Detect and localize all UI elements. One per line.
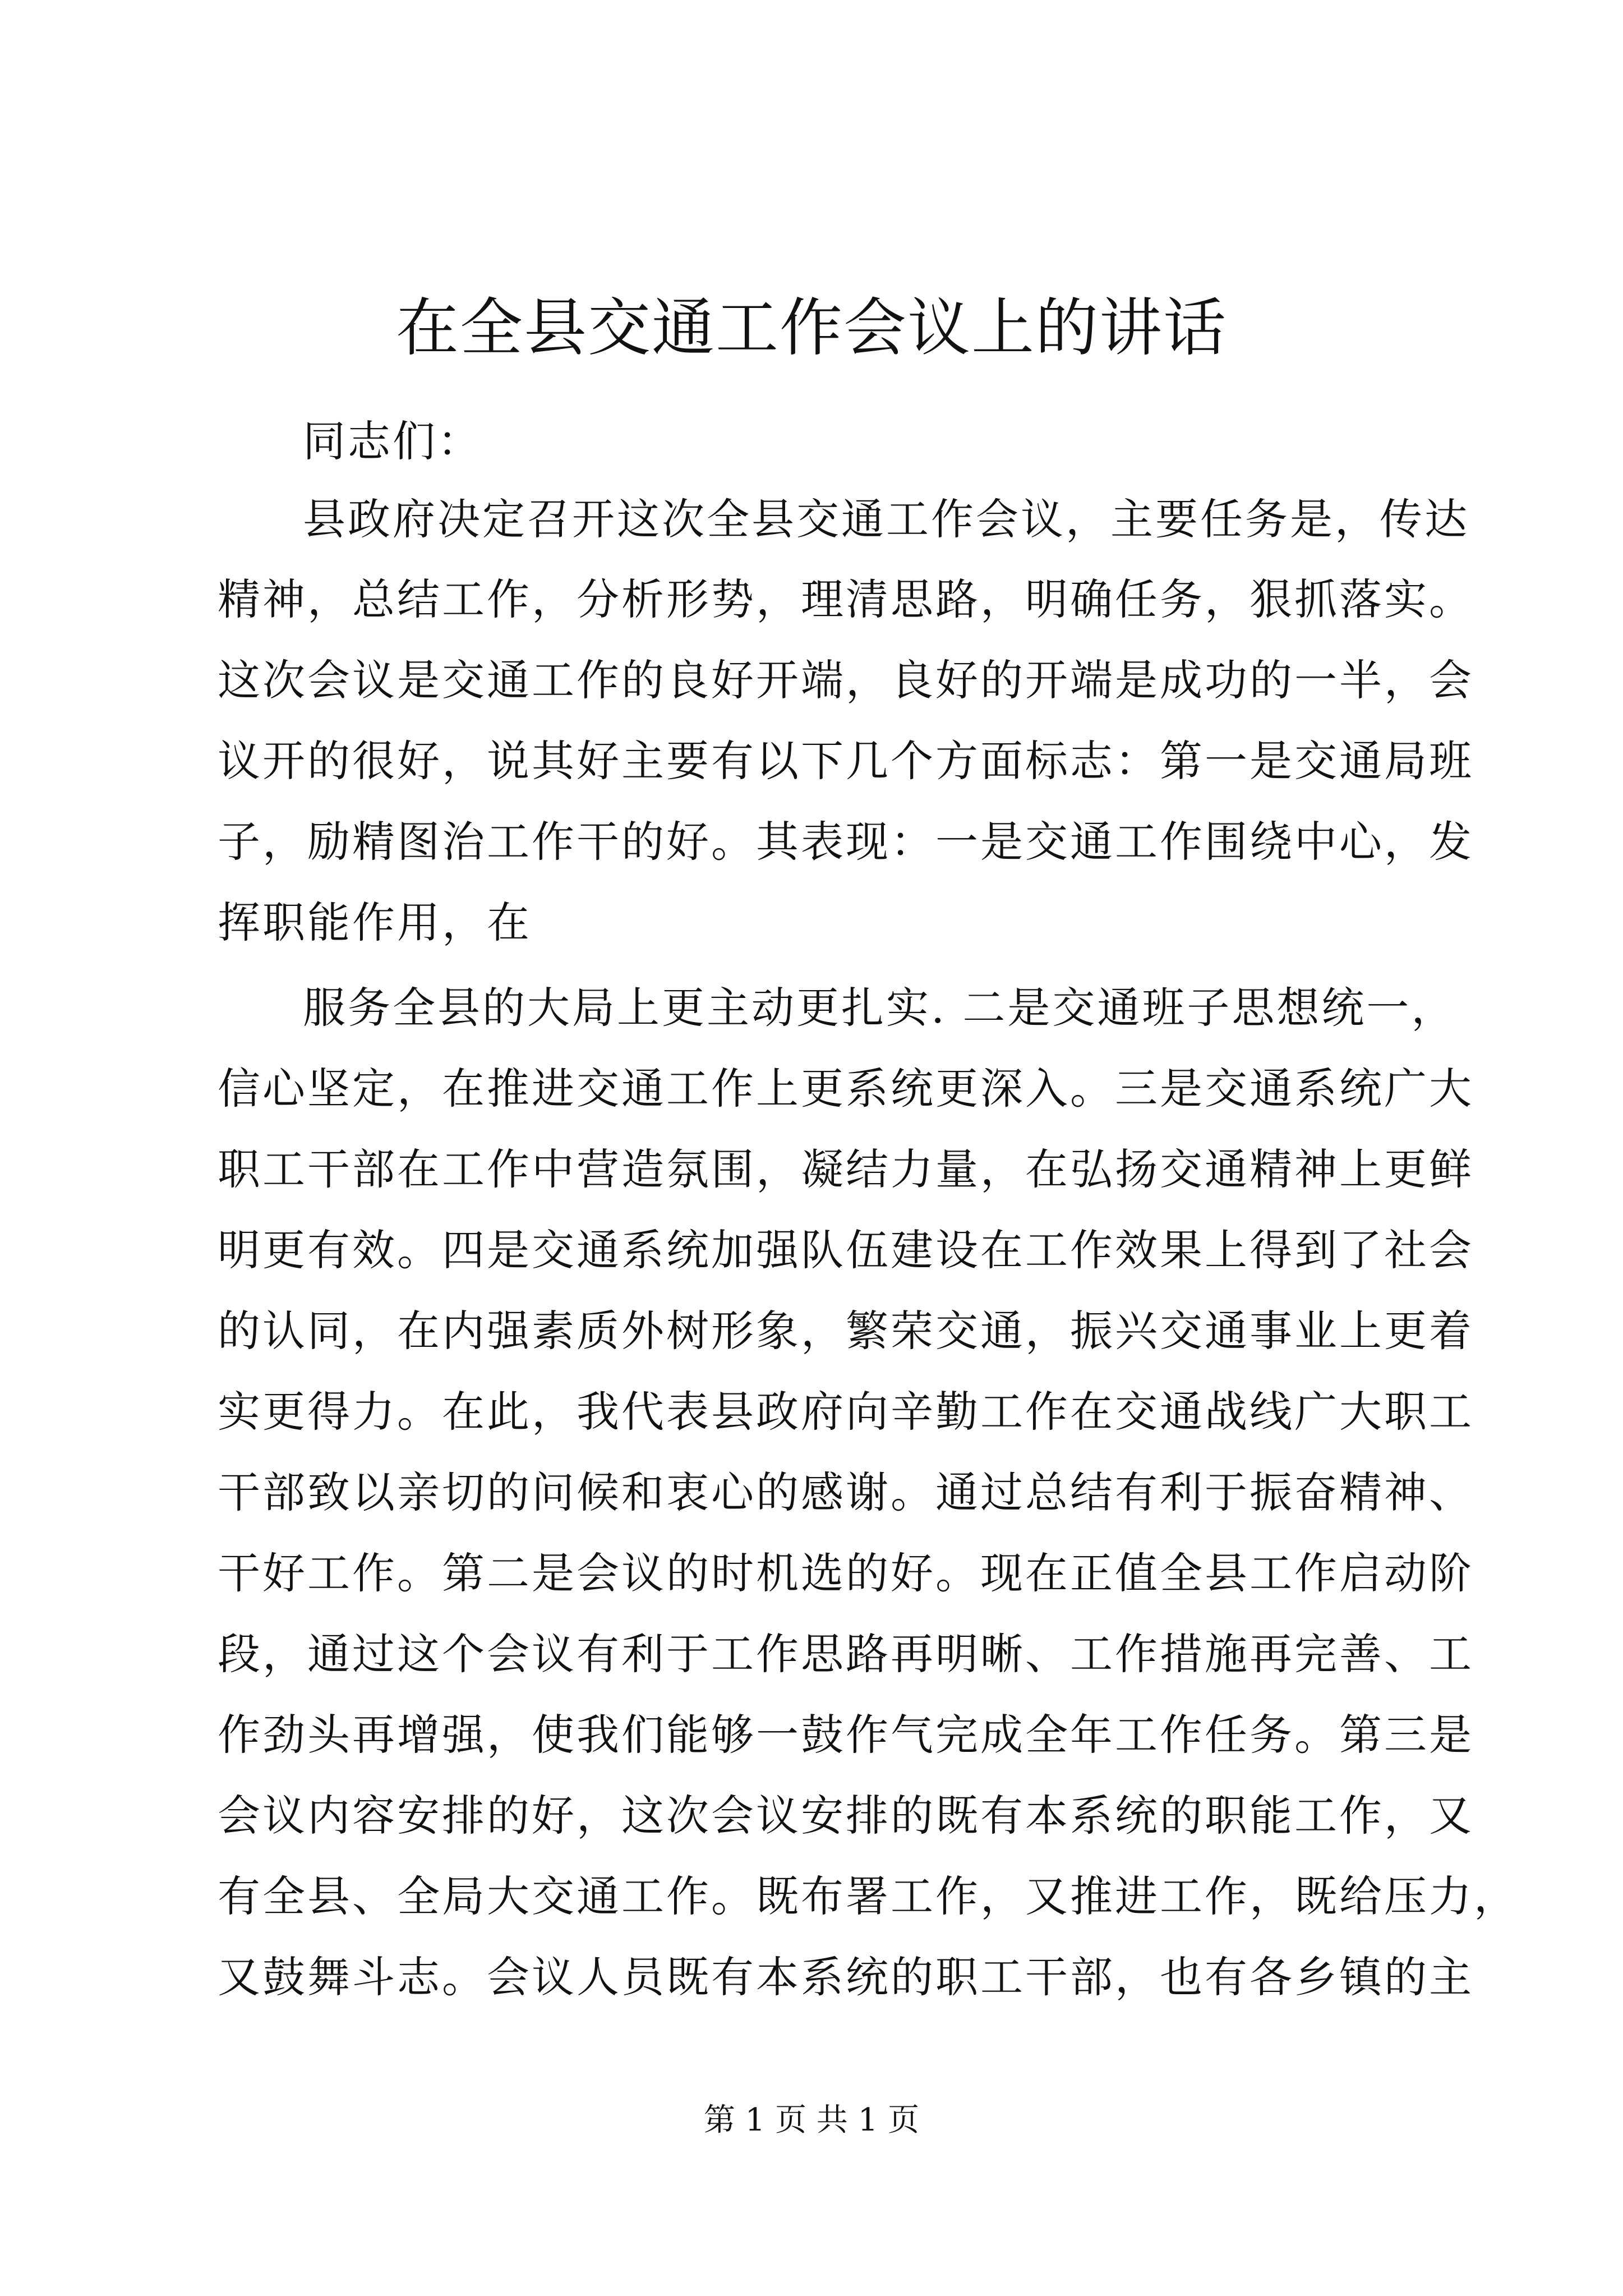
- body-line: 县政府决定召开这次全县交通工作会议，主要任务是，传达: [303, 494, 1469, 544]
- body-line: 会议内容安排的好，这次会议安排的既有本系统的职能工作，又: [218, 1791, 1474, 1841]
- body-line: 又鼓舞斗志。会议人员既有本系统的职工干部，也有各乡镇的主: [218, 1952, 1474, 2002]
- body-line: 明更有效。四是交通系统加强队伍建设在工作效果上得到了社会: [218, 1225, 1474, 1275]
- body-line: 精神，总结工作，分析形势，理清思路，明确任务，狠抓落实。: [218, 574, 1474, 624]
- body-line: 段，通过这个会议有利于工作思路再明晰、工作措施再完善、工: [218, 1629, 1474, 1679]
- body-line: 服务全县的大局上更主动更扎实. 二是交通班子思想统一，: [303, 983, 1456, 1033]
- body-line: 的认同，在内强素质外树形象，繁荣交通，振兴交通事业上更着: [218, 1306, 1474, 1356]
- body-line: 子，励精图治工作干的好。其表现：一是交通工作围绕中心，发: [218, 817, 1474, 867]
- body-line: 挥职能作用，在: [218, 898, 532, 947]
- body-line: 同志们：: [303, 416, 482, 466]
- page-number-footer: 第 1 页 共 1 页: [703, 2102, 920, 2138]
- document-title: 在全县交通工作会议上的讲话: [396, 292, 1227, 365]
- body-line: 干部致以亲切的问候和衷心的感谢。通过总结有利于振奋精神、: [218, 1467, 1474, 1517]
- body-line: 职工干部在工作中营造氛围，凝结力量，在弘扬交通精神上更鲜: [218, 1144, 1474, 1194]
- body-line: 有全县、全局大交通工作。既布署工作，又推进工作，既给压力，: [218, 1871, 1519, 1921]
- body-line: 干好工作。第二是会议的时机选的好。现在正值全县工作启动阶: [218, 1548, 1474, 1598]
- body-line: 作劲头再增强，使我们能够一鼓作气完成全年工作任务。第三是: [218, 1710, 1474, 1760]
- body-line: 信心坚定，在推进交通工作上更系统更深入。三是交通系统广大: [218, 1064, 1474, 1114]
- body-line: 实更得力。在此，我代表县政府向辛勤工作在交通战线广大职工: [218, 1387, 1474, 1437]
- body-line: 议开的很好，说其好主要有以下几个方面标志：第一是交通局班: [218, 736, 1474, 786]
- body-line: 这次会议是交通工作的良好开端，良好的开端是成功的一半，会: [218, 655, 1474, 705]
